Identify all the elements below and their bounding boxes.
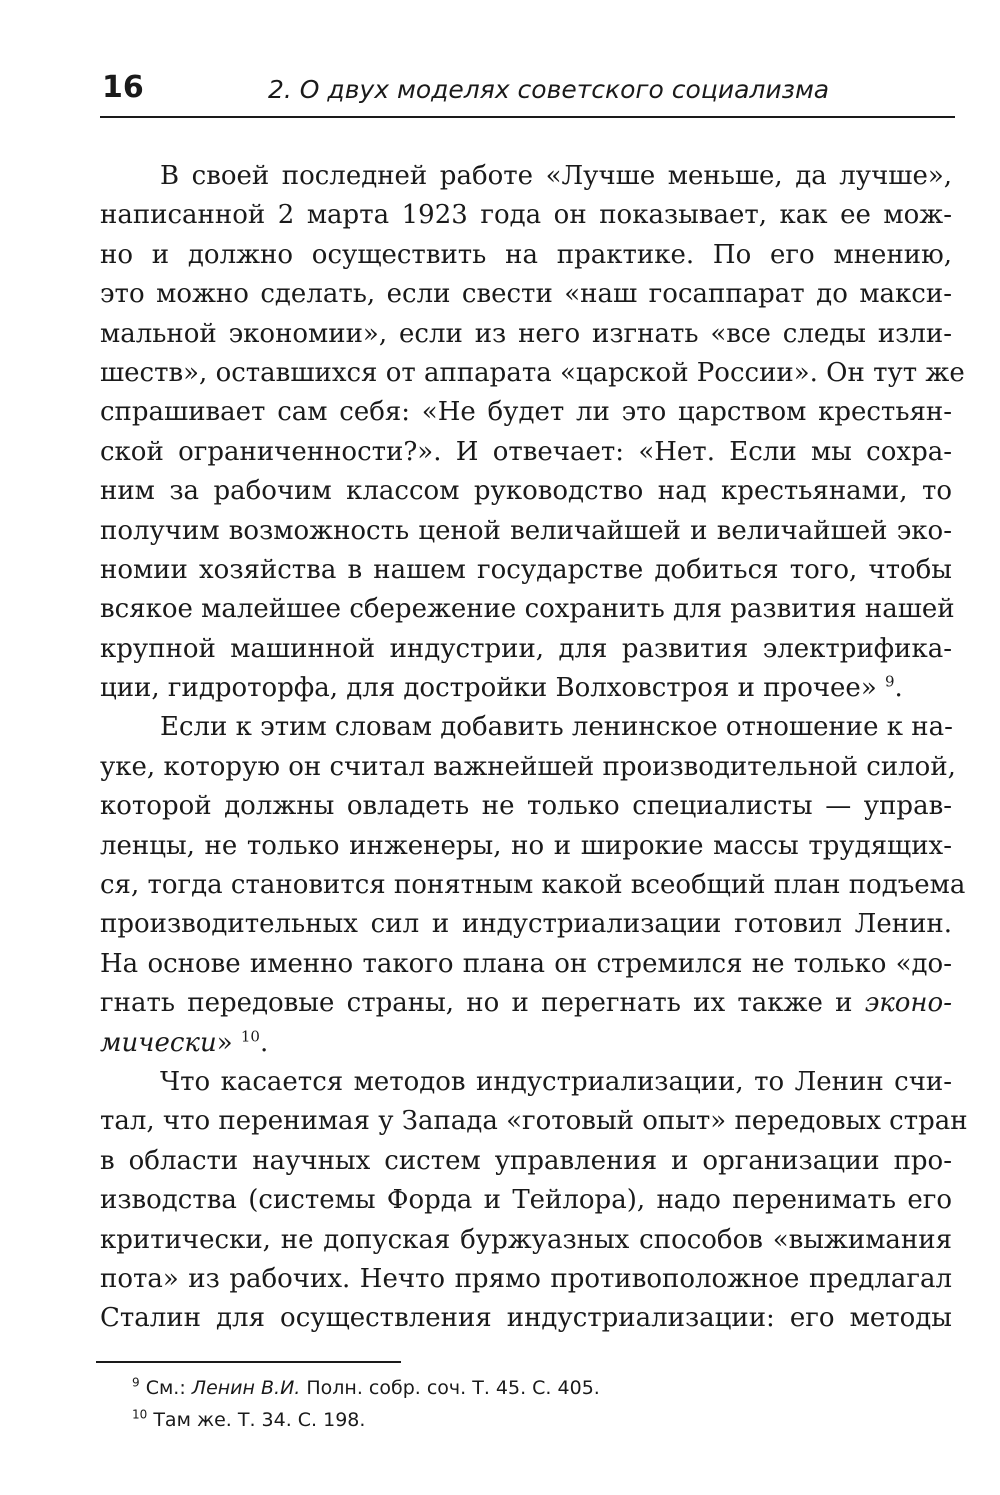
text-line: мальной экономии», если из него изгнать «все следы изли- [100,318,952,349]
text-line: получим возможность ценой величайшей и величайшей эко- [100,515,952,546]
text-line: Что касается методов индустриализации, то Ленин счи- [160,1066,952,1097]
punctuation: . [259,1027,269,1058]
footnotes [132,1372,832,1436]
text-line: изводства (системы Форда и Тейлора), надо перенимать его [100,1185,952,1216]
text-line: критически, не допуская буржуазных способов «выжимания [100,1224,952,1255]
punctuation: . [894,673,903,704]
text-line: производительных сил и индустриализации готовил Ленин. [100,909,952,940]
running-header [100,66,955,118]
text-line: спрашивает сам себя: «Не будет ли это царством крестьян- [100,397,952,428]
paragraph-1 [100,157,965,708]
text-line: написанной 2 марта 1923 года он показывает, как ее мож- [100,200,952,231]
text-line: пота» из рабочих. Нечто прямо противоположное предлагал [100,1263,952,1294]
text-fragment: гнать передовые страны, но и перегнать их также и [100,988,865,1019]
text-line: тал, что перенимая у Запада «готовый опыт» передовых стран [100,1106,968,1137]
text-line: в области научных систем управления и организации про- [100,1145,952,1176]
text-line: крупной машинной индустрии, для развития электрифика- [100,633,952,664]
text-line: но и должно осуществить на практике. По его мнению, [100,239,952,270]
footnote-10 [132,1404,832,1436]
text-line [100,1024,952,1063]
text-line: Сталин для осуществления индустриализации: его методы [100,1303,952,1334]
footnote-author: Ленин В.И. [191,1377,301,1399]
footnote-number: 9 [132,1375,140,1390]
italic-fragment: эконо- [864,988,952,1019]
text-line: В своей последней работе «Лучше меньше, да лучше», [160,161,952,191]
text-line [100,984,952,1023]
footnote-prefix: См.: [145,1377,192,1399]
paragraph-2 [100,708,966,1063]
text-line: уке, которую он считал важнейшей производительной силой, [100,751,956,782]
footnote-separator [96,1361,401,1363]
text-line: шеств», оставшихся от аппарата «царской России». Он тут же [100,357,965,388]
footnote-ref-9[interactable]: 9 [885,672,895,691]
text-fragment: » [216,1027,233,1058]
footnote-9 [132,1372,832,1404]
footnote-text: Там же. Т. 34. С. 198. [153,1409,366,1431]
body-text [100,157,968,1339]
footnote-number: 10 [132,1407,148,1422]
text-line: ленцы, не только инженеры, но и широкие массы трудящих- [100,830,952,861]
footnote-ref-10[interactable]: 10 [240,1026,260,1045]
text-line: ся, тогда становится понятным какой всеобщий план подъема [100,870,966,901]
text-line: Если к этим словам добавить ленинское отношение к на- [160,712,953,743]
text-fragment: ции, гидроторфа, для достройки Волховстроя и прочее» [100,673,877,704]
running-title: 2. О двух моделях советского социализма [268,75,830,104]
page-number: 16 [102,70,144,105]
text-line: На основе именно такого плана он стремился не только «до- [100,948,952,979]
text-line: всякое малейшее сбережение сохранить для развития нашей [100,594,955,625]
text-line: ской ограниченности?». И отвечает: «Нет. Если мы сохра- [100,436,952,467]
paragraph-3 [100,1063,968,1339]
text-line [100,669,952,708]
text-line: которой должны овладеть не только специалисты — управ- [100,791,952,822]
text-line: ним за рабочим классом руководство над крестьянами, то [100,476,952,507]
italic-fragment: мически [100,1027,217,1058]
footnote-text: Полн. собр. соч. Т. 45. С. 405. [300,1377,600,1399]
text-line: номии хозяйства в нашем государстве добиться того, чтобы [100,554,952,585]
text-line: это можно сделать, если свести «наш госаппарат до макси- [100,279,952,310]
